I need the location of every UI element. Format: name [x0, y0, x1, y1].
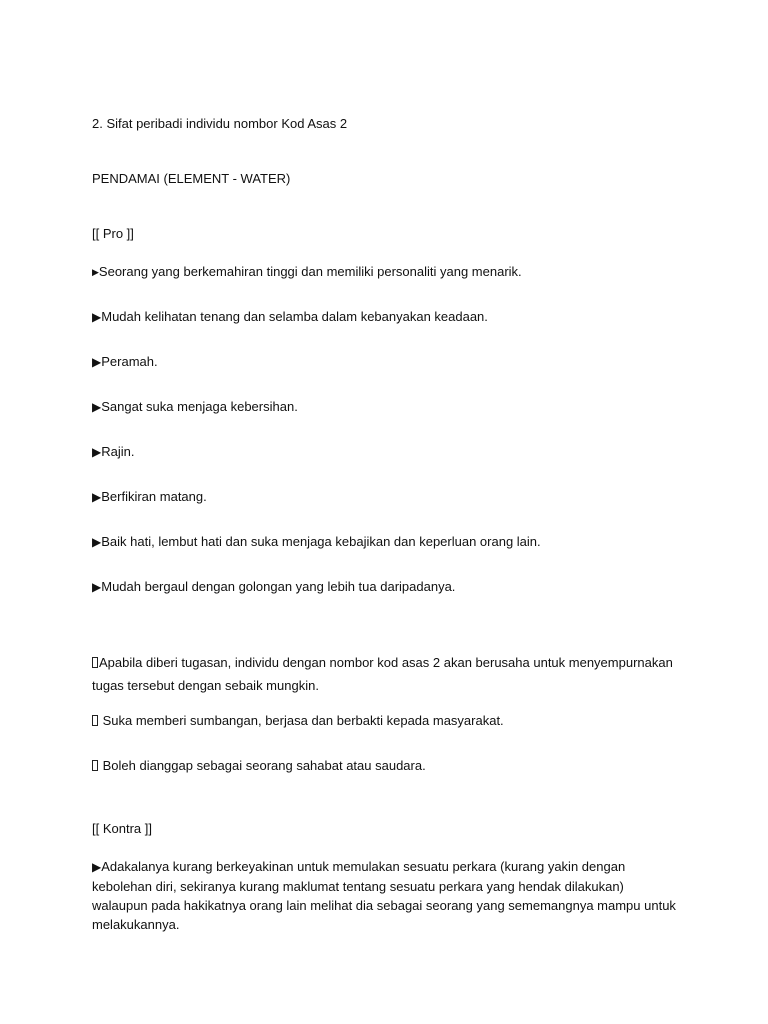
section-heading: 2. Sifat peribadi individu nombor Kod Asas 2	[92, 116, 348, 131]
missing-glyph-box-icon	[92, 657, 98, 668]
pro-item: ▶Mudah bergaul dengan golongan yang lebih tua daripadanya.	[92, 579, 456, 594]
pro-item: ▶Seorang yang berkemahiran tinggi dan memiliki personaliti yang menarik.	[92, 264, 522, 279]
extra-item: Suka memberi sumbangan, berjasa dan berbakti kepada masyarakat.	[92, 712, 692, 729]
missing-glyph-box-icon	[92, 715, 98, 726]
extra-item: Apabila diberi tugasan, individu dengan nombor kod asas 2 akan berusaha untuk menyempurnakan tugas tersebut dengan sebaik mungkin.	[92, 655, 673, 693]
missing-glyph-box-icon	[92, 760, 98, 771]
kontra-item: ▶Adakalanya kurang berkeyakinan untuk memulakan sesuatu perkara (kurang yakin dengan kebolehan diri, sekiranya kurang maklumat tentang sesuatu perkara yang hendak dilakukan) walaupun pada hakikatnya orang lain melihat dia sebagai seorang yang sememangnya mampu untuk melakukannya.	[92, 859, 676, 932]
pro-item: ▶Peramah.	[92, 354, 158, 369]
bullet-triangle-icon: ▶	[92, 580, 102, 594]
section-subheading: PENDAMAI (ELEMENT - WATER)	[92, 171, 291, 186]
pro-item: ▶Mudah kelihatan tenang dan selamba dalam kebanyakan keadaan.	[92, 309, 488, 324]
bullet-triangle-icon: ▶	[92, 400, 102, 414]
bullet-triangle-icon: ▶	[92, 355, 102, 369]
extra-item: Boleh dianggap sebagai seorang sahabat atau saudara.	[92, 757, 692, 774]
pro-item: ▶Sangat suka menjaga kebersihan.	[92, 399, 298, 414]
bullet-triangle-icon: ▶	[92, 445, 102, 459]
kontra-label: [[ Kontra ]]	[92, 821, 152, 836]
pro-label: [[ Pro ]]	[92, 226, 134, 241]
bullet-triangle-icon: ▶	[92, 490, 102, 504]
bullet-triangle-icon: ▶	[92, 267, 99, 277]
pro-item: ▶Rajin.	[92, 444, 135, 459]
bullet-triangle-icon: ▶	[92, 860, 102, 874]
pro-item: ▶Berfikiran matang.	[92, 489, 207, 504]
pro-item: ▶Baik hati, lembut hati dan suka menjaga kebajikan dan keperluan orang lain.	[92, 534, 541, 549]
bullet-triangle-icon: ▶	[92, 310, 102, 324]
bullet-triangle-icon: ▶	[92, 535, 102, 549]
